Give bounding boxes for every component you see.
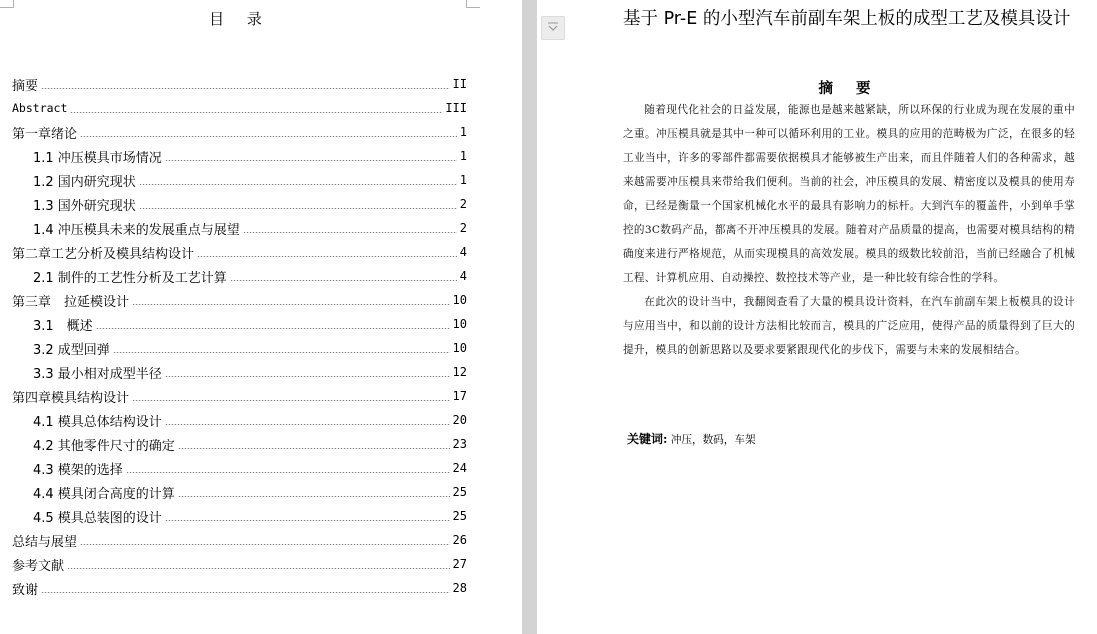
toc-entry-title: 第一章绪论: [12, 126, 78, 142]
toc-leader-dots: [165, 520, 450, 521]
keywords-line: [627, 429, 756, 450]
toc-entry[interactable]: [12, 504, 467, 528]
toc-entry-page: 1: [459, 125, 467, 139]
toc-entry-title: 4.1 模具总体结构设计: [33, 414, 162, 430]
toc-leader-dots: [178, 448, 450, 449]
toc-entry-page: 2: [459, 197, 467, 211]
toc-leader-dots: [165, 424, 450, 425]
toc-entry-page: 2: [459, 221, 467, 235]
toc-leader-dots: [126, 472, 450, 473]
navigation-dropdown-icon: [546, 19, 560, 38]
toc-entry-page: 25: [452, 509, 467, 523]
toc-entry-title: 致谢: [12, 582, 39, 598]
toc-leader-dots: [67, 568, 450, 569]
toc-entry-page: 10: [452, 317, 467, 331]
toc-leader-dots: [165, 160, 457, 161]
toc-entry-page: 20: [452, 413, 467, 427]
toc-entry[interactable]: [12, 552, 467, 576]
page-gutter: [522, 0, 537, 634]
toc-entry-title: 3.3 最小相对成型半径: [33, 366, 162, 382]
keywords-value: 冲压，数码，车架: [670, 434, 756, 446]
toc-entry-page: 10: [452, 341, 467, 355]
toc-entry[interactable]: [12, 72, 467, 96]
toc-entry[interactable]: [12, 96, 467, 120]
toc-entry-title: 1.3 国外研究现状: [33, 198, 136, 214]
toc-entry-title: 总结与展望: [12, 534, 78, 550]
toc-entry-title: 第三章 拉延模设计: [12, 294, 130, 310]
toc-entry-page: 24: [452, 461, 467, 475]
toc-entry-title: 3.2 成型回弹: [33, 342, 110, 358]
toc-page: [0, 0, 522, 634]
toc-leader-dots: [139, 184, 457, 185]
toc-entry-title: 第四章模具结构设计: [12, 390, 130, 406]
toc-entry-page: 4: [459, 245, 467, 259]
abstract-paragraph: 随着现代化社会的日益发展，能源也是越来越紧缺，所以环保的行业成为现在发展的重中之重。冲压模具就是其中一种可以循环利用的工业。模具的应用的范畴极为广泛，在很多的轻工业当中，许多的零部件都需要依据模具才能够被生产出来，而且伴随着人们的各种需求，越来越需要冲压模具来带给我们便利。当前的社会，冲压模具的发展、精密度以及模具的使用寿命，已经是衡量一个国家机械化水平的最具有影响力的标杆。大到汽车的覆盖件，小到单手掌控的3C数码产品，都离不开冲压模具的发展。随着对产品质量的提高，也需要对模具结构的精确度来进行严格规范，从而实现模具的高效发展。模具的级数比较前沿，当前已经融合了机械工程、计算机应用、自动操控、数控技术等产业，是一种比较有综合性的学科。: [623, 104, 1075, 284]
toc-entry[interactable]: [12, 360, 467, 384]
abstract-heading: 摘 要: [818, 81, 880, 97]
navigation-pane-button[interactable]: [541, 16, 565, 40]
toc-leader-dots: [178, 496, 450, 497]
document-title: 基于 Pr-E 的小型汽车前副车架上板的成型工艺及模具设计: [623, 9, 1071, 29]
toc-entry[interactable]: [12, 456, 467, 480]
toc-entry[interactable]: [12, 216, 467, 240]
toc-list: [12, 72, 467, 600]
toc-leader-dots: [80, 544, 450, 545]
toc-entry-title: 1.1 冲压模具市场情况: [33, 150, 162, 166]
toc-entry-title: 参考文献: [12, 558, 65, 574]
toc-entry[interactable]: [12, 576, 467, 600]
toc-entry-page: 23: [452, 437, 467, 451]
toc-leader-dots: [80, 136, 457, 137]
abstract-body: [623, 98, 1075, 362]
toc-title: 目 录: [209, 10, 271, 28]
toc-entry-title: 4.3 模架的选择: [33, 462, 123, 478]
toc-entry-page: 4: [459, 269, 467, 283]
toc-leader-dots: [41, 592, 450, 593]
toc-entry-page: 28: [452, 581, 467, 595]
toc-entry[interactable]: [12, 432, 467, 456]
toc-entry-page: 17: [452, 389, 467, 403]
toc-entry-page: 10: [452, 293, 467, 307]
toc-leader-dots: [243, 232, 457, 233]
toc-entry[interactable]: [12, 480, 467, 504]
toc-leader-dots: [139, 208, 457, 209]
keywords-label: 关键词:: [627, 432, 668, 446]
toc-entry-page: 27: [452, 557, 467, 571]
toc-entry-page: 25: [452, 485, 467, 499]
toc-entry-title: Abstract: [12, 101, 68, 115]
toc-entry[interactable]: [12, 336, 467, 360]
toc-leader-dots: [230, 280, 457, 281]
toc-entry[interactable]: [12, 168, 467, 192]
toc-entry-page: III: [445, 101, 467, 115]
abstract-paragraph: 在此次的设计当中，我翻阅查看了大量的模具设计资料，在汽车前副车架上板模具的设计与应用当中，和以前的设计方法相比较而言，模具的广泛应用，使得产品的质量得到了巨大的提升，模具的创新思路以及要求要紧跟现代化的步伐下，需要与未来的发展相结合。: [623, 296, 1075, 356]
toc-entry-title: 1.4 冲压模具未来的发展重点与展望: [33, 222, 240, 238]
toc-entry[interactable]: [12, 528, 467, 552]
toc-entry[interactable]: [12, 120, 467, 144]
page-corner-mark: [466, 0, 480, 8]
toc-entry-title: 2.1 制件的工艺性分析及工艺计算: [33, 270, 227, 286]
toc-leader-dots: [132, 304, 450, 305]
toc-entry-title: 1.2 国内研究现状: [33, 174, 136, 190]
toc-entry-page: 1: [459, 149, 467, 163]
toc-entry[interactable]: [12, 192, 467, 216]
toc-entry[interactable]: [12, 312, 467, 336]
toc-entry[interactable]: [12, 240, 467, 264]
toc-entry-page: 1: [459, 173, 467, 187]
toc-leader-dots: [197, 256, 457, 257]
toc-entry-page: 26: [452, 533, 467, 547]
toc-entry-title: 4.5 模具总装图的设计: [33, 510, 162, 526]
toc-leader-dots: [165, 376, 450, 377]
toc-entry-title: 第二章工艺分析及模具结构设计: [12, 246, 195, 262]
toc-entry[interactable]: [12, 288, 467, 312]
toc-entry-title: 4.2 其他零件尺寸的确定: [33, 438, 175, 454]
toc-entry-page: 12: [452, 365, 467, 379]
toc-entry[interactable]: [12, 264, 467, 288]
toc-entry-title: 3.1 概述: [33, 318, 93, 334]
toc-entry-title: 摘要: [12, 78, 39, 94]
toc-entry-title: 4.4 模具闭合高度的计算: [33, 486, 175, 502]
toc-leader-dots: [113, 352, 450, 353]
abstract-page: [537, 0, 1097, 634]
toc-leader-dots: [70, 112, 442, 113]
toc-entry-page: II: [452, 77, 467, 91]
toc-entry[interactable]: [12, 408, 467, 432]
page-corner-mark: [0, 0, 14, 8]
toc-entry[interactable]: [12, 384, 467, 408]
toc-entry[interactable]: [12, 144, 467, 168]
toc-leader-dots: [96, 328, 450, 329]
toc-leader-dots: [41, 88, 450, 89]
toc-leader-dots: [132, 400, 450, 401]
